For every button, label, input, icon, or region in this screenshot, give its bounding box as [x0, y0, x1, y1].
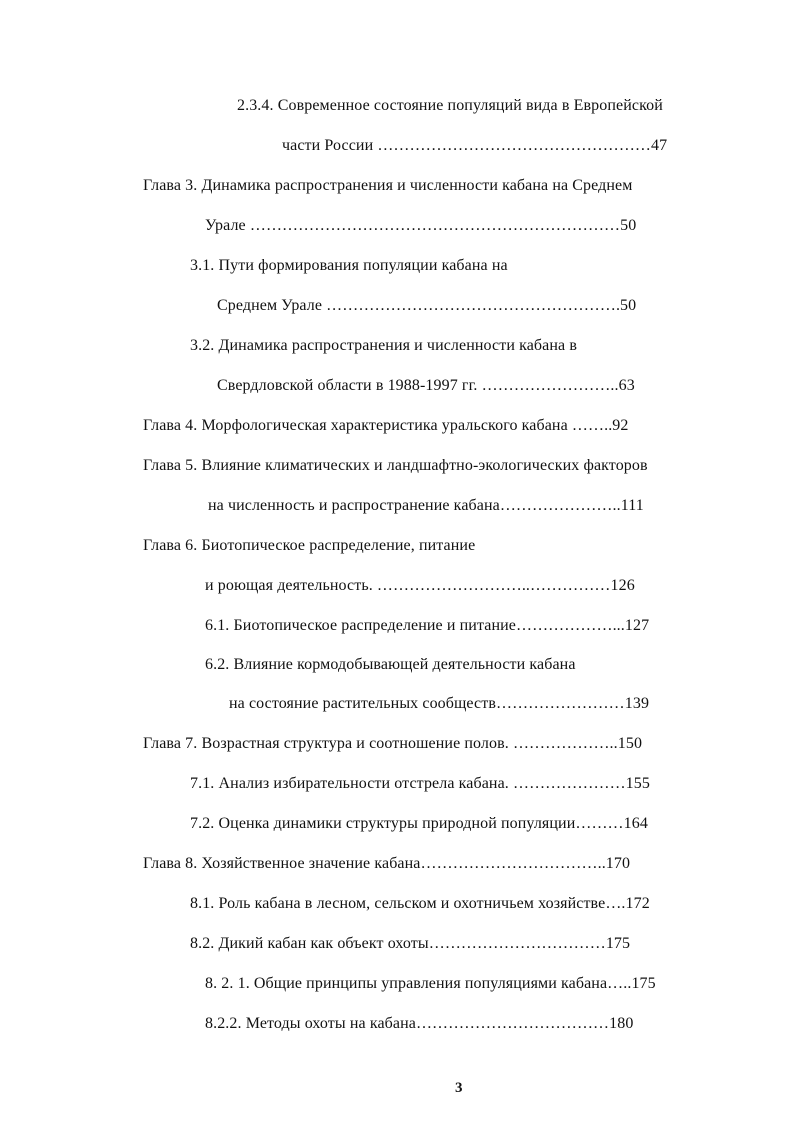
toc-entry-chapter-6-line1: Глава 6. Биотопическое распределение, питание	[143, 537, 476, 554]
toc-entry-2-3-4-line2: части России ……………………………………………47	[282, 137, 668, 154]
toc-entry-3-2-line2: Свердловской области в 1988-1997 гг. ……………………..63	[217, 377, 635, 394]
toc-entry-3-1-line1: 3.1. Пути формирования популяции кабана на	[190, 257, 508, 274]
toc-entry-chapter-6-line2: и роющая деятельность. ………………………..……………126	[205, 577, 635, 594]
toc-entry-6-1: 6.1. Биотопическое распределение и питание………………...127	[205, 617, 650, 634]
toc-entry-chapter-5-line1: Глава 5. Влияние климатических и ландшафтно-экологических факторов	[143, 457, 648, 474]
toc-entry-7-1: 7.1. Анализ избирательности отстрела кабана. …………………155	[190, 775, 650, 792]
toc-entry-chapter-4: Глава 4. Морфологическая характеристика уральского кабана ……..92	[143, 417, 629, 434]
toc-entry-3-2-line1: 3.2. Динамика распространения и численности кабана в	[190, 337, 577, 354]
toc-entry-chapter-3-line1: Глава 3. Динамика распространения и численности кабана на Среднем	[143, 177, 633, 194]
toc-entry-chapter-5-line2: на численность и распространение кабана…………………..111	[208, 497, 644, 514]
toc-entry-chapter-3-line2: Урале ……………………………………………………………50	[205, 217, 637, 234]
toc-entry-8-2: 8.2. Дикий кабан как объект охоты……………………………175	[190, 935, 631, 952]
toc-entry-chapter-8: Глава 8. Хозяйственное значение кабана……………………………..170	[143, 855, 631, 872]
toc-entry-chapter-7: Глава 7. Возрастная структура и соотношение полов. ………………..150	[143, 735, 643, 752]
page-number: 3	[455, 1080, 463, 1096]
toc-entry-2-3-4-line1: 2.3.4. Современное состояние популяций вида в Европейской	[237, 97, 663, 114]
toc-entry-6-2-line1: 6.2. Влияние кормодобывающей деятельности кабана	[205, 656, 576, 673]
toc-entry-6-2-line2: на состояние растительных сообществ……………………139	[229, 695, 650, 712]
toc-entry-7-2: 7.2. Оценка динамики структуры природной популяции………164	[190, 815, 648, 832]
toc-entry-8-2-1: 8. 2. 1. Общие принципы управления популяциями кабана…..175	[205, 975, 656, 992]
toc-entry-3-1-line2: Среднем Урале ……………………………………………….50	[217, 297, 637, 314]
toc-entry-8-1: 8.1. Роль кабана в лесном, сельском и охотничьем хозяйстве….172	[190, 895, 650, 912]
toc-entry-8-2-2: 8.2.2. Методы охоты на кабана………………………………180	[205, 1015, 634, 1032]
